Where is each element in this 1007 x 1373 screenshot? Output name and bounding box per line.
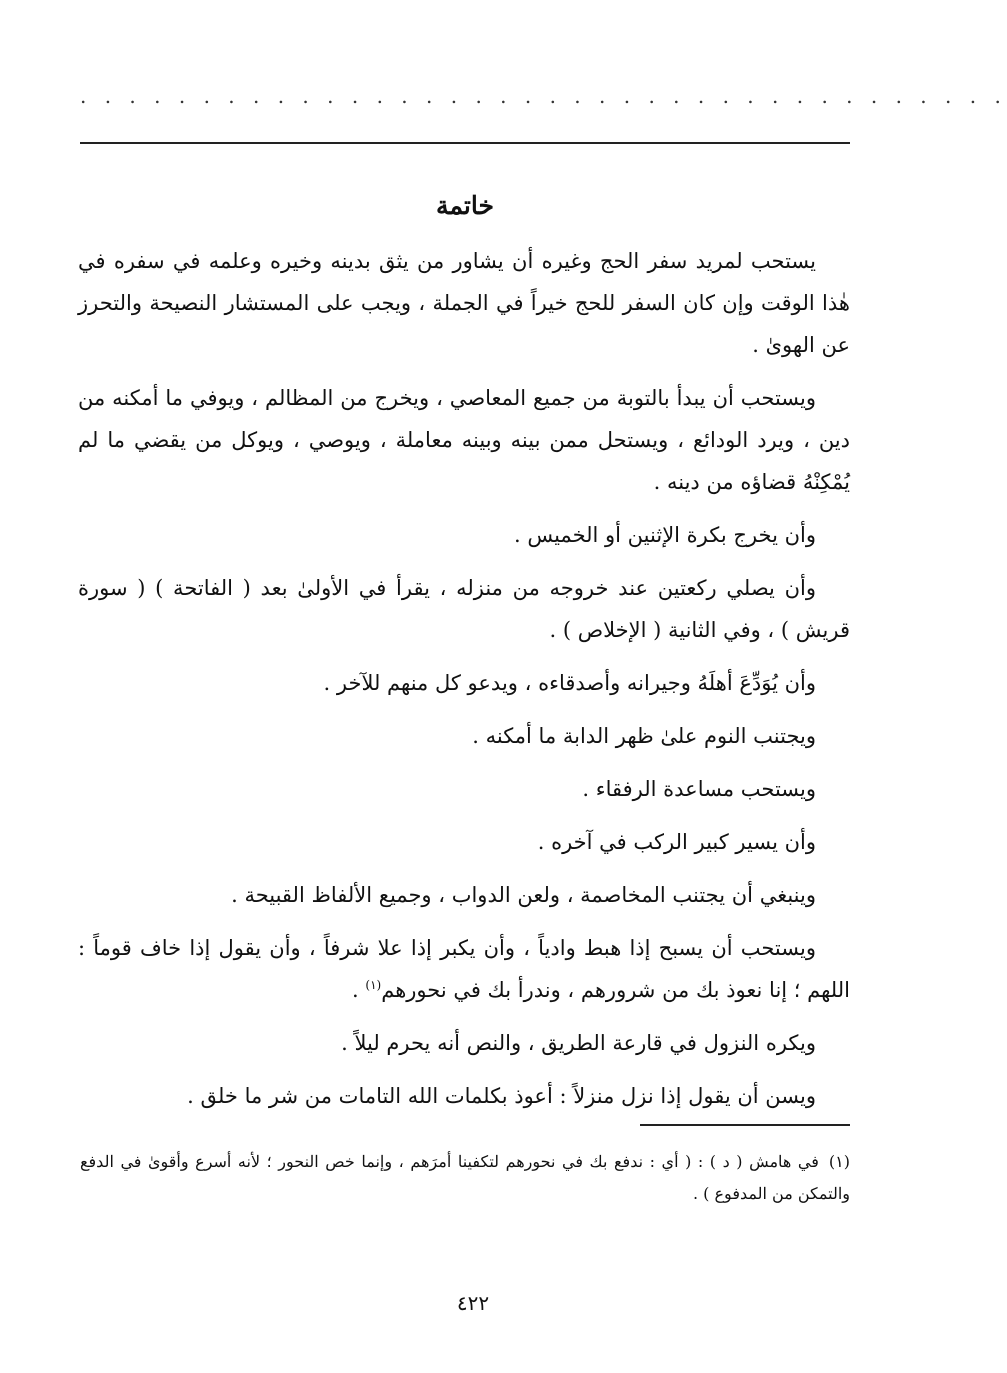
footnote-reference: (١) (365, 978, 382, 992)
paragraph: ويستحب أن يبدأ بالتوبة من جميع المعاصي ، ويخرج من المظالم ، ويوفي ما أمكنه من دين ، ويرد الودائع ، ويستحل ممن بينه وبينه معاملة ، ويوصي ، ويوكل من يقضي ما لم يُمْكِنْهُ قضاؤه من دينه . (78, 386, 850, 494)
body-text (78, 240, 850, 1128)
footnote-separator (640, 1124, 850, 1126)
paragraph: وأن يخرج بكرة الإثنين أو الخميس . (513, 523, 816, 547)
paragraph-end: . (352, 978, 366, 1002)
paragraph-with-footnote (78, 927, 850, 1011)
section-title: خاتمة (436, 191, 494, 220)
paragraph: وأن يسير كبير الركب في آخره . (537, 830, 816, 854)
paragraph-text: ويستحب أن يسبح إذا هبط وادياً ، وأن يكبر إذا علا شرفاً ، وأن يقول إذا خاف قوماً : اللهم ؛ إنا نعوذ بك من شرورهم ، وندرأ بك في نحورهم (78, 936, 850, 1002)
paragraph: يستحب لمريد سفر الحج وغيره أن يشاور من يثق بدينه وخيره وعلمه في سفره في هٰذا الوقت وإن كان السفر للحج خيراً في الجملة ، ويجب على المستشار النصيحة والتحرز عن الهوىٰ . (78, 249, 850, 357)
paragraph: ويكره النزول في قارعة الطريق ، والنص أنه يحرم ليلاً . (341, 1031, 816, 1055)
header-rule (80, 142, 850, 144)
footnote-text: في هامش ( د ) : ( أي : ندفع بك في نحورهم لتكفينا أمرَهم ، وإنما خص النحور ؛ لأنه أسرع وأقوىٰ في الدفع والتمكن من المدفوع ) . (80, 1152, 850, 1203)
paragraph: ويستحب مساعدة الرفقاء . (582, 777, 816, 801)
paragraph: وأن يُوَدِّعَ أهلَهُ وجيرانه وأصدقاءه ، ويدعو كل منهم للآخر . (323, 671, 816, 695)
header-dotted-line: . . . . . . . . . . . . . . . . . . . . . . . . . . . . . . . . . . . . . . (80, 84, 1007, 108)
footnote (80, 1146, 850, 1210)
paragraph: ويسن أن يقول إذا نزل منزلاً : أعوذ بكلمات الله التامات من شر ما خلق . (187, 1084, 816, 1108)
paragraph: وأن يصلي ركعتين عند خروجه من منزله ، يقرأ في الأولىٰ بعد ( الفاتحة ) ( سورة قريش ) ، وفي الثانية ( الإخلاص ) . (78, 576, 850, 642)
paragraph: وينبغي أن يجتنب المخاصمة ، ولعن الدواب ، وجميع الألفاظ القبيحة . (231, 883, 816, 907)
paragraph: ويجتنب النوم علىٰ ظهر الدابة ما أمكنه . (472, 724, 816, 748)
page-number: ٤٢٢ (456, 1291, 490, 1315)
footnote-marker: (١) (828, 1152, 850, 1171)
